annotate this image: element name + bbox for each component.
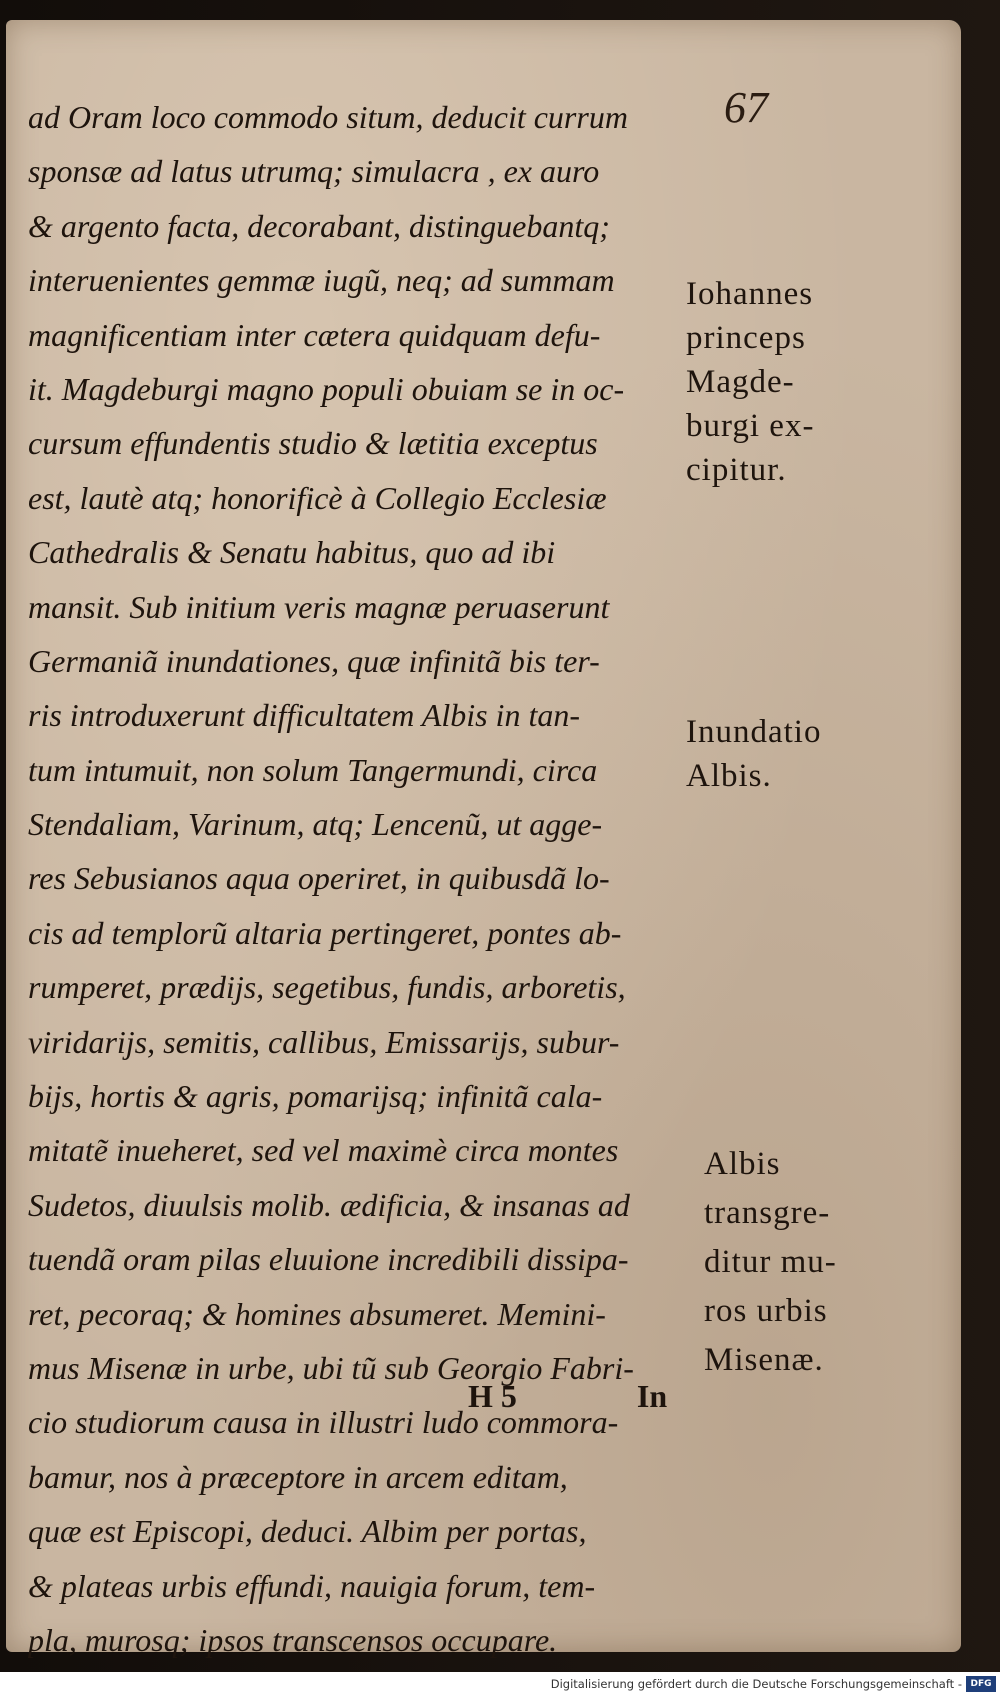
text-line: bijs, hortis & agris, pomarijsq; infinitã cala- <box>28 1078 603 1115</box>
marginal-note-johannes <box>686 272 886 492</box>
text-line: tum intumuit, non solum Tangermundi, circa <box>28 751 598 788</box>
marginal-note-line: Misenæ. <box>704 1342 824 1378</box>
main-text-block <box>28 90 683 1667</box>
book-page <box>6 20 961 1658</box>
text-line: cio studiorum causa in illustri ludo commora- <box>28 1404 619 1441</box>
text-line: mitatẽ inueheret, sed vel maximè circa montes <box>28 1132 619 1169</box>
marginal-note-line: Inundatio <box>686 714 822 750</box>
text-line: mansit. Sub initium veris magnæ peruaserunt <box>28 588 610 625</box>
text-line: Sudetos, diuulsis molib. ædificia, & insanas ad <box>28 1186 630 1223</box>
marginal-note-line: burgi ex- <box>686 408 815 444</box>
text-line: it. Magdeburgi magno populi obuiam se in oc- <box>28 370 625 407</box>
text-line: rumperet, prædijs, segetibus, fundis, arboretis, <box>28 969 626 1006</box>
marginal-note-line: transgre- <box>704 1195 831 1231</box>
marginal-note-inundatio <box>686 710 886 798</box>
marginal-note-line: Albis <box>704 1146 781 1182</box>
text-line: viridarijs, semitis, callibus, Emissarijs, subur- <box>28 1023 620 1060</box>
marginal-note-line: princeps <box>686 320 806 356</box>
catchword: In <box>636 1378 668 1414</box>
text-line: tuendã oram pilas eluuione incredibili dissipa- <box>28 1241 629 1278</box>
signature-and-catchword <box>468 1378 667 1415</box>
text-line: Germaniã inundationes, quæ infinitã bis ter- <box>28 642 600 679</box>
text-line: res Sebusianos aqua operiret, in quibusdã lo- <box>28 860 610 897</box>
text-line: & plateas urbis effundi, nauigia forum, tem- <box>28 1567 596 1604</box>
marginal-note-line: Magde- <box>686 364 795 400</box>
text-line: Stendaliam, Varinum, atq; Lencenũ, ut agge- <box>28 806 603 843</box>
text-line: mus Misenæ in urbe, ubi tũ sub Georgio Fabri- <box>28 1349 634 1386</box>
page-number: 67 <box>724 83 768 132</box>
text-line: cursum effundentis studio & lætitia exceptus <box>28 425 598 462</box>
text-line: sponsæ ad latus utrumq; simulacra , ex auro <box>28 153 600 190</box>
text-line: quæ est Episcopi, deduci. Albim per portas, <box>28 1513 587 1550</box>
text-line: ris introduxerunt difficultatem Albis in tan- <box>28 697 580 734</box>
marginal-note-albis <box>704 1140 904 1385</box>
dfg-logo-icon: DFG <box>966 1676 996 1692</box>
text-line: cis ad templorũ altaria pertingeret, pontes ab- <box>28 914 622 951</box>
marginal-note-line: ros urbis <box>704 1293 828 1329</box>
text-line: ret, pecoraq; & homines absumeret. Memini- <box>28 1295 606 1332</box>
marginal-note-line: Albis. <box>686 758 772 794</box>
text-line: Cathedralis & Senatu habitus, quo ad ibi <box>28 534 556 571</box>
marginal-note-line: ditur mu- <box>704 1244 837 1280</box>
marginal-note-line: cipitur. <box>686 452 787 488</box>
text-line: est, lautè atq; honorificè à Collegio Ecclesiæ <box>28 479 607 516</box>
text-line: ad Oram loco commodo situm, deducit currum <box>28 99 628 135</box>
text-line: pla, murosq; ipsos transcensos occupare. <box>28 1621 558 1658</box>
text-line: bamur, nos à præceptore in arcem editam, <box>28 1458 568 1495</box>
text-line: magnificentiam inter cætera quidquam defu- <box>28 316 601 353</box>
funding-credit: Digitalisierung gefördert durch die Deutsche Forschungsgemeinschaft - <box>550 1677 962 1691</box>
signature-mark: H 5 <box>468 1378 517 1414</box>
text-line: interuenientes gemmæ iugũ, neq; ad summam <box>28 262 615 299</box>
marginal-note-line: Iohannes <box>686 276 814 312</box>
text-line: & argento facta, decorabant, distinguebantq; <box>28 207 610 244</box>
digitization-footer <box>0 1672 1000 1697</box>
